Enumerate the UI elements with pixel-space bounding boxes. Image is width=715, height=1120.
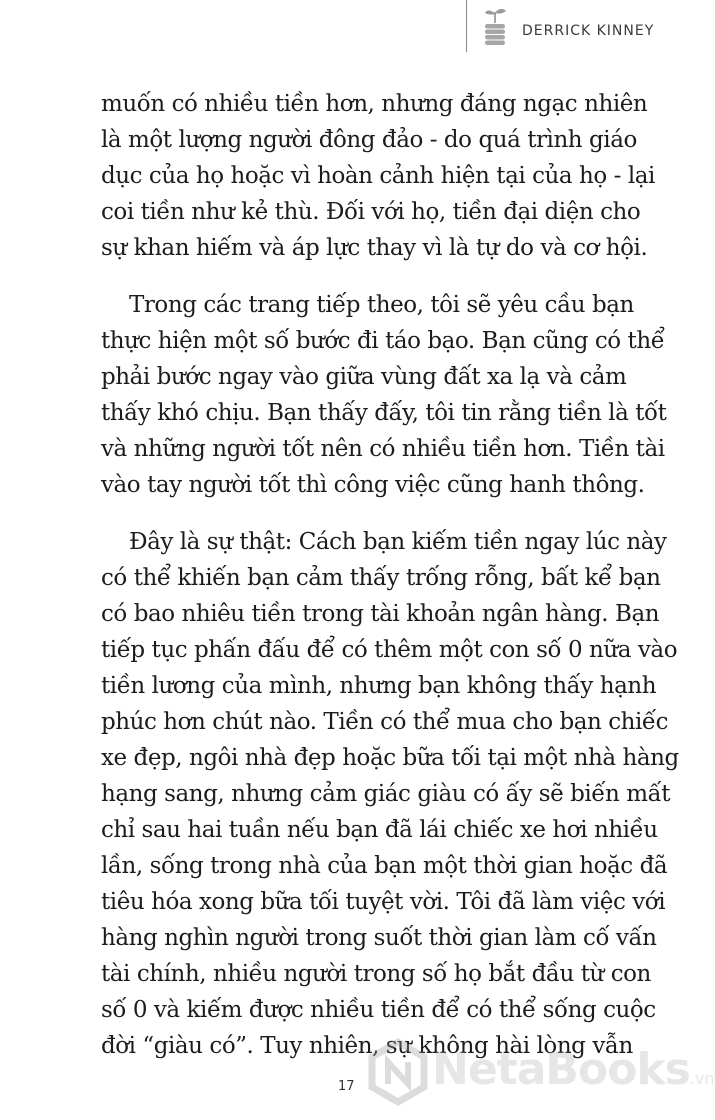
text-line: tiền lương của mình, nhưng bạn không thấy hạnh [101, 673, 657, 699]
running-header-author: DERRICK KINNEY [522, 23, 655, 39]
text-line: phải bước ngay vào giữa vùng đất xa lạ và cảm [101, 364, 627, 390]
text-line: có thể khiến bạn cảm thấy trống rỗng, bất kể bạn [101, 565, 661, 591]
text-line: hàng nghìn người trong suốt thời gian làm cố vấn [101, 925, 657, 951]
text-line: số 0 và kiếm được nhiều tiền để có thể sống cuộc [101, 997, 656, 1023]
watermark-suffix: .vn [689, 1069, 715, 1088]
netabooks-logo-icon [368, 1040, 428, 1104]
text-line: thấy khó chịu. Bạn thấy đấy, tôi tin rằng tiền là tốt [101, 400, 667, 426]
watermark-brand: NetaBooks [432, 1044, 690, 1095]
body-text [101, 86, 679, 1085]
text-line: hạng sang, nhưng cảm giác giàu có ấy sẽ biến mất [101, 781, 671, 807]
text-line: thực hiện một số bước đi táo bạo. Bạn cũng có thể [101, 328, 665, 354]
text-line: Trong các trang tiếp theo, tôi sẽ yêu cầu bạn [129, 292, 634, 318]
text-line: chỉ sau hai tuần nếu bạn đã lái chiếc xe hơi nhiều [101, 817, 658, 843]
text-line: muốn có nhiều tiền hơn, nhưng đáng ngạc nhiên [101, 91, 648, 117]
text-line: sự khan hiếm và áp lực thay vì là tự do và cơ hội. [101, 235, 648, 261]
text-line: có bao nhiêu tiền trong tài khoản ngân hàng. Bạn [101, 601, 660, 627]
page-number: 17 [338, 1079, 355, 1094]
paragraph [101, 287, 667, 503]
header-divider [466, 0, 467, 52]
text-line: phúc hơn chút nào. Tiền có thể mua cho bạn chiếc [101, 709, 669, 735]
paragraph [101, 524, 679, 1064]
text-line: dục của họ hoặc vì hoàn cảnh hiện tại của họ - lại [101, 163, 655, 189]
text-line: vào tay người tốt thì công việc cũng hanh thông. [101, 472, 645, 498]
text-line: tiêu hóa xong bữa tối tuyệt vời. Tôi đã làm việc với [101, 889, 666, 915]
text-line: tiếp tục phấn đấu để có thêm một con số 0 nữa vào [101, 637, 678, 663]
text-line: và những người tốt nên có nhiều tiền hơn. Tiền tài [101, 436, 665, 462]
text-line: đời “giàu có”. Tuy nhiên, sự không hài lòng vẫn [101, 1033, 633, 1059]
watermark-text [432, 1044, 715, 1095]
watermark [368, 1038, 715, 1106]
text-line: lần, sống trong nhà của bạn một thời gian hoặc đã [101, 853, 668, 879]
text-line: xe đẹp, ngôi nhà đẹp hoặc bữa tối tại một nhà hàng [101, 745, 679, 771]
text-line: tài chính, nhiều người trong số họ bắt đầu từ con [101, 961, 651, 987]
text-line: coi tiền như kẻ thù. Đối với họ, tiền đại diện cho [101, 199, 641, 225]
text-line: Đây là sự thật: Cách bạn kiếm tiền ngay lúc này [129, 529, 667, 555]
text-line: là một lượng người đông đảo - do quá trình giáo [101, 127, 637, 153]
paragraph [101, 86, 655, 266]
coin-stack-sprout-icon [480, 6, 510, 48]
